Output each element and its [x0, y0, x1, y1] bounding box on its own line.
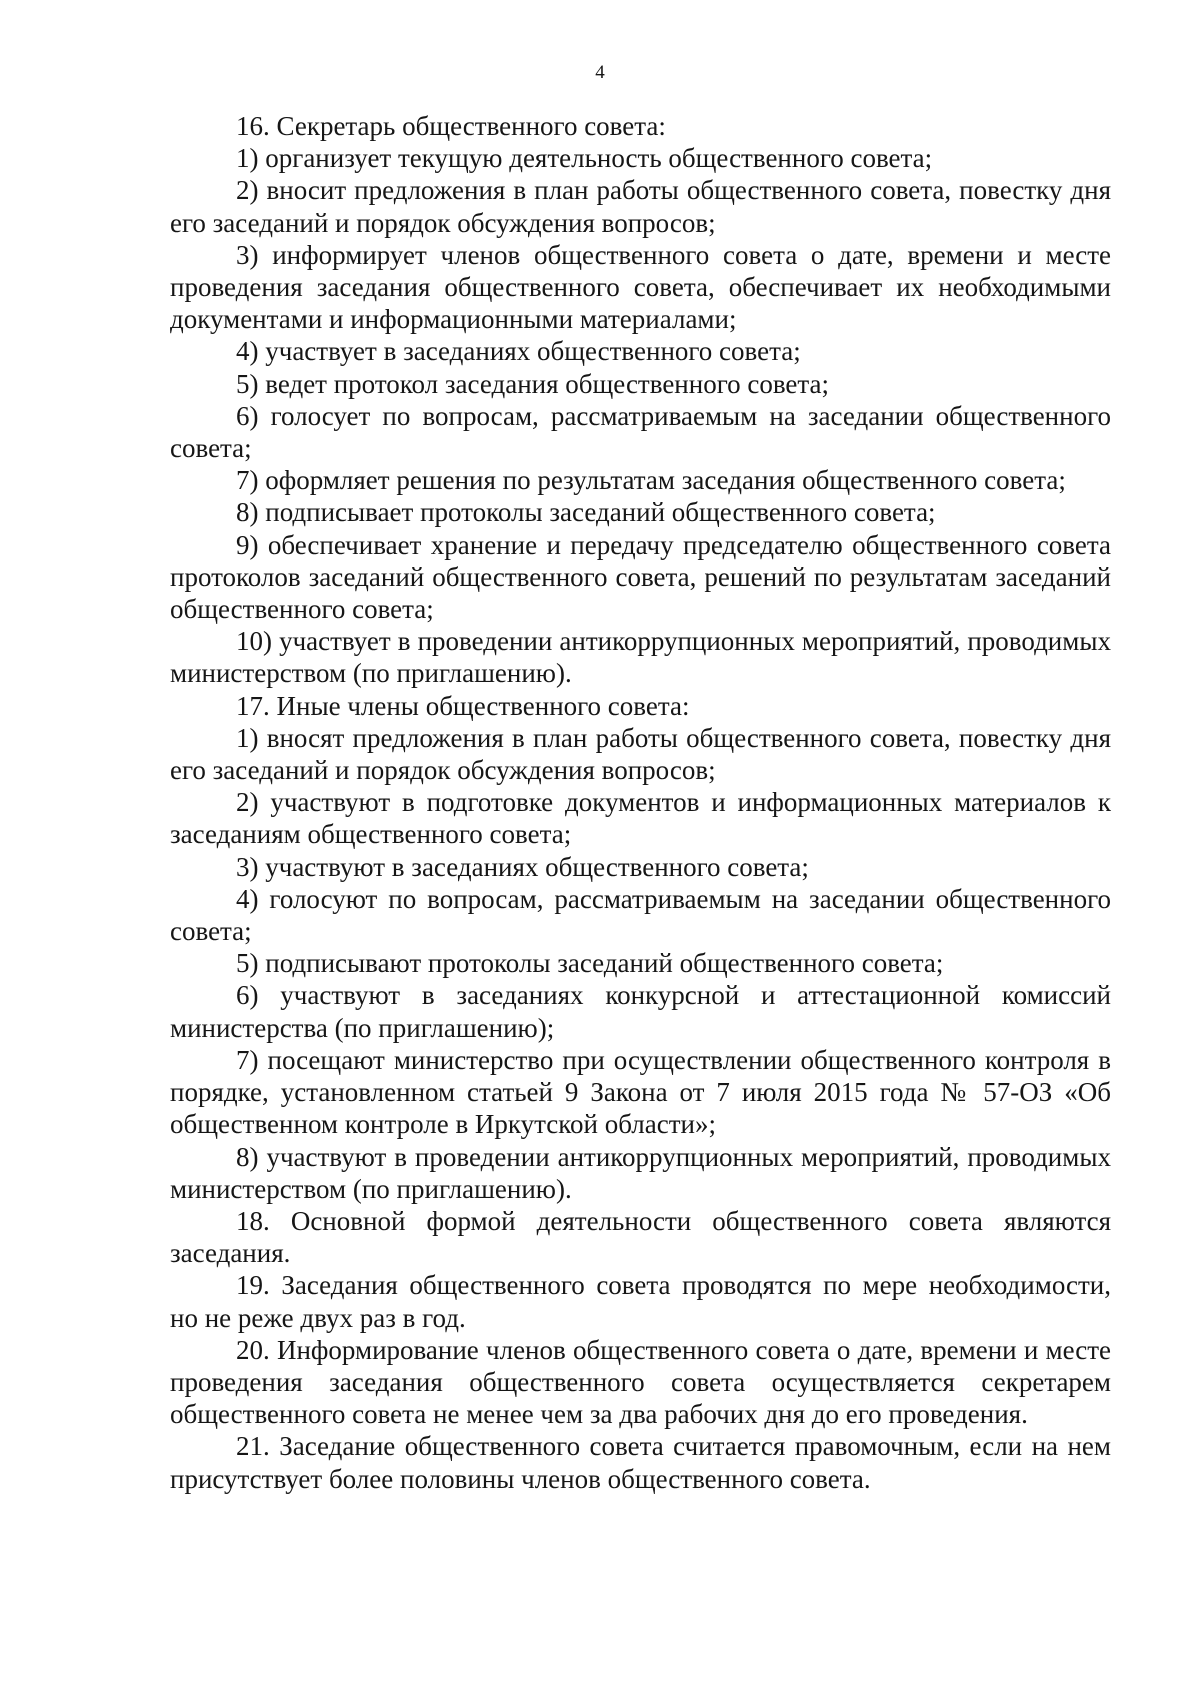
page-number: 4: [595, 62, 605, 83]
list-item: 9) обеспечивает хранение и передачу председателю общественного совета протоколов заседаний общественного совета, решений по результатам заседаний общественного совета;: [170, 529, 1111, 625]
list-item: 4) участвует в заседаниях общественного совета;: [236, 336, 801, 367]
section-18: 18. Основной формой деятельности общественного совета являются заседания.: [170, 1205, 1111, 1269]
section-heading-17: 17. Иные члены общественного совета:: [236, 690, 690, 721]
list-item: 8) участвуют в проведении антикоррупционных мероприятий, проводимых министерством (по приглашению).: [170, 1141, 1111, 1204]
list-item: 5) ведет протокол заседания общественного совета;: [236, 368, 830, 399]
list-item: 8) подписывает протоколы заседаний общественного совета;: [236, 497, 936, 528]
list-item: 4) голосуют по вопросам, рассматриваемым на заседании общественного совета;: [170, 883, 1111, 947]
list-item: 3) участвуют в заседаниях общественного совета;: [236, 851, 809, 882]
list-item: 1) вносят предложения в план работы общественного совета, повестку дня его заседаний и порядок обсуждения вопросов;: [170, 722, 1111, 786]
list-item: 7) оформляет решения по результатам заседания общественного совета;: [236, 465, 1066, 496]
section-19: 19. Заседания общественного совета проводятся по мере необходимости, но не реже двух раз в год.: [170, 1270, 1111, 1333]
list-item: 7) посещают министерство при осуществлении общественного контроля в порядке, установленном статьей 9 Закона от 7 июля 2015 года № 57-ОЗ «Об общественном контроле в Иркутской области»;: [170, 1044, 1111, 1140]
list-item: 2) вносит предложения в план работы общественного совета, повестку дня его заседаний и порядок обсуждения вопросов;: [170, 175, 1111, 238]
list-item: 6) участвуют в заседаниях конкурсной и аттестационной комиссий министерства (по приглашению);: [170, 980, 1111, 1043]
list-item: 3) информирует членов общественного совета о дате, времени и месте проведения заседания общественного совета, обеспечивает их необходимыми документами и информационными материалами;: [170, 239, 1111, 335]
section-21: 21. Заседание общественного совета считается правомочным, если на нем присутствует более половины членов общественного совета.: [170, 1431, 1111, 1494]
list-item: 10) участвует в проведении антикоррупционных мероприятий, проводимых министерством (по приглашению).: [170, 626, 1111, 689]
section-heading-16: 16. Секретарь общественного совета:: [236, 111, 666, 141]
list-item: 6) голосует по вопросам, рассматриваемым на заседании общественного совета;: [170, 400, 1111, 464]
section-20: 20. Информирование членов общественного совета о дате, времени и месте проведения заседания общественного совета осуществляется секретарем общественного совета не менее чем за два рабочих дня до его проведения.: [170, 1334, 1111, 1430]
list-item: 1) организует текущую деятельность общественного совета;: [236, 143, 933, 174]
document-body: [170, 110, 1111, 1495]
list-item: 2) участвуют в подготовке документов и информационных материалов к заседаниям общественного совета;: [170, 787, 1111, 850]
list-item: 5) подписывают протоколы заседаний общественного совета;: [236, 948, 944, 979]
